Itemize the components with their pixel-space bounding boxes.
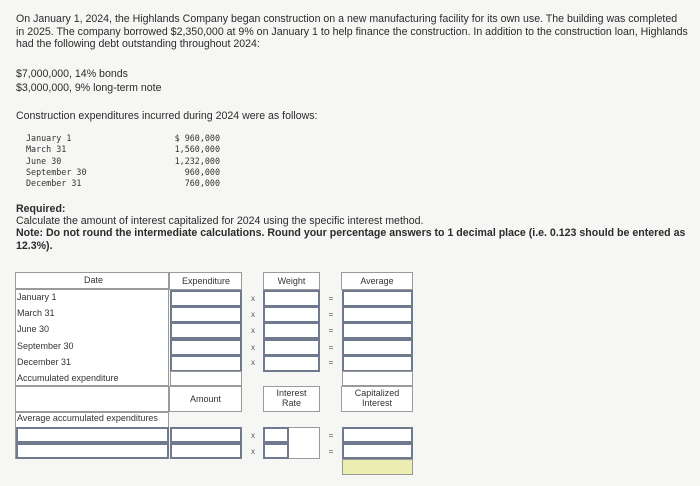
weight-input-june-30[interactable] [263, 322, 320, 339]
capitalized-interest-input-1[interactable] [342, 427, 413, 443]
weight-input-january-1[interactable] [263, 290, 320, 307]
interest-rate-input-2[interactable] [263, 443, 289, 459]
expenditure-amount: 1,560,000 [174, 144, 220, 155]
multiply-symbol: x [251, 431, 255, 440]
equals-symbol: = [328, 358, 334, 367]
row-label-december-31: December 31 [17, 357, 72, 367]
expenditure-dates [26, 133, 87, 189]
interest-rate-header: Interest Rate [276, 388, 307, 408]
equals-symbol: = [328, 343, 334, 352]
row-label-january-1: January 1 [17, 292, 57, 302]
row-label-september-30: September 30 [17, 341, 74, 351]
expenditure-date: December 31 [26, 178, 82, 189]
spacer-cell [15, 386, 169, 412]
date-column [15, 289, 169, 386]
average-input-december-31[interactable] [342, 355, 413, 372]
expenditure-date: March 31 [26, 144, 67, 155]
expenditure-input-december-31[interactable] [170, 355, 242, 372]
debt-label-input-2[interactable] [16, 443, 169, 459]
weight-input-december-31[interactable] [263, 355, 320, 372]
expenditure-date: June 30 [26, 155, 62, 166]
debt-label-input-1[interactable] [16, 427, 169, 443]
problem-intro: On January 1, 2024, the Highlands Company began construction on a new manufacturing facility for its own use. The building was completed in 2025. The company borrowed $2,350,000 at 9% on January 1 to help finance the construction. In addition to the construction loan, Highlands had the following debt outstanding throughout 2024: [16, 13, 688, 50]
date-header: Date [84, 275, 104, 285]
multiply-symbol: x [251, 326, 255, 335]
debt-note: $3,000,000, 9% long-term note [16, 82, 162, 94]
expenditure-amount: 960,000 [184, 166, 220, 177]
row-label-march-31: March 31 [17, 308, 55, 318]
multiply-symbol: x [251, 343, 255, 352]
expenditure-amount: $ 960,000 [174, 133, 220, 143]
accumulated-expenditure-cell [170, 371, 242, 386]
average-header: Average [360, 276, 394, 286]
equals-symbol: = [328, 326, 334, 335]
interest-rate-spacer [289, 427, 320, 459]
expenditure-input-january-1[interactable] [170, 290, 242, 307]
capitalized-interest-input-2[interactable] [342, 443, 413, 459]
expenditure-input-june-30[interactable] [170, 322, 242, 339]
multiply-symbol: x [251, 310, 255, 319]
expenditure-date: September 30 [26, 166, 87, 177]
weight-input-march-31[interactable] [263, 306, 320, 323]
expenditure-amounts [168, 133, 220, 189]
required-text: Calculate the amount of interest capitalized for 2024 using the specific interest method. [16, 215, 424, 227]
expenditure-input-march-31[interactable] [170, 306, 242, 323]
weight-input-september-30[interactable] [263, 339, 320, 356]
row-label-june-30: June 30 [17, 324, 50, 334]
amount-header: Amount [189, 394, 222, 404]
note-label: Note: [16, 227, 44, 239]
amount-input-2[interactable] [170, 443, 242, 459]
weight-header: Weight [277, 276, 306, 286]
accumulated-expenditure-label: Accumulated expenditure [17, 373, 119, 383]
expenditure-input-september-30[interactable] [170, 339, 242, 356]
equals-symbol: = [328, 447, 334, 456]
multiply-symbol: x [251, 447, 255, 456]
equals-symbol: = [328, 310, 334, 319]
debt-bonds: $7,000,000, 14% bonds [16, 68, 128, 80]
average-accumulated-label: Average accumulated expenditures [17, 413, 158, 423]
capitalized-interest-total[interactable] [342, 459, 413, 475]
multiply-symbol: x [251, 294, 255, 303]
multiply-symbol: x [251, 358, 255, 367]
expenditures-intro: Construction expenditures incurred during 2024 were as follows: [16, 110, 318, 122]
required-title: Required: [16, 203, 66, 215]
expenditure-amount: 1,232,000 [174, 155, 220, 166]
expenditure-amount: 760,000 [184, 178, 220, 189]
average-input-june-30[interactable] [342, 322, 413, 339]
equals-symbol: = [328, 431, 334, 440]
expenditure-header: Expenditure [181, 276, 231, 286]
note-text: Do not round the intermediate calculations. Round your percentage answers to 1 decimal place (i.e. 0.123 should be entered as 12.3%). [16, 227, 686, 252]
capitalized-interest-header: Capitalized Interest [354, 388, 400, 408]
interest-rate-input-1[interactable] [263, 427, 289, 443]
average-input-september-30[interactable] [342, 339, 413, 356]
expenditure-date: January 1 [26, 133, 72, 143]
average-input-march-31[interactable] [342, 306, 413, 323]
amount-input-1[interactable] [170, 427, 242, 443]
instruction-note [16, 227, 688, 252]
equals-symbol: = [328, 294, 334, 303]
average-input-january-1[interactable] [342, 290, 413, 307]
average-total-cell [342, 371, 413, 386]
